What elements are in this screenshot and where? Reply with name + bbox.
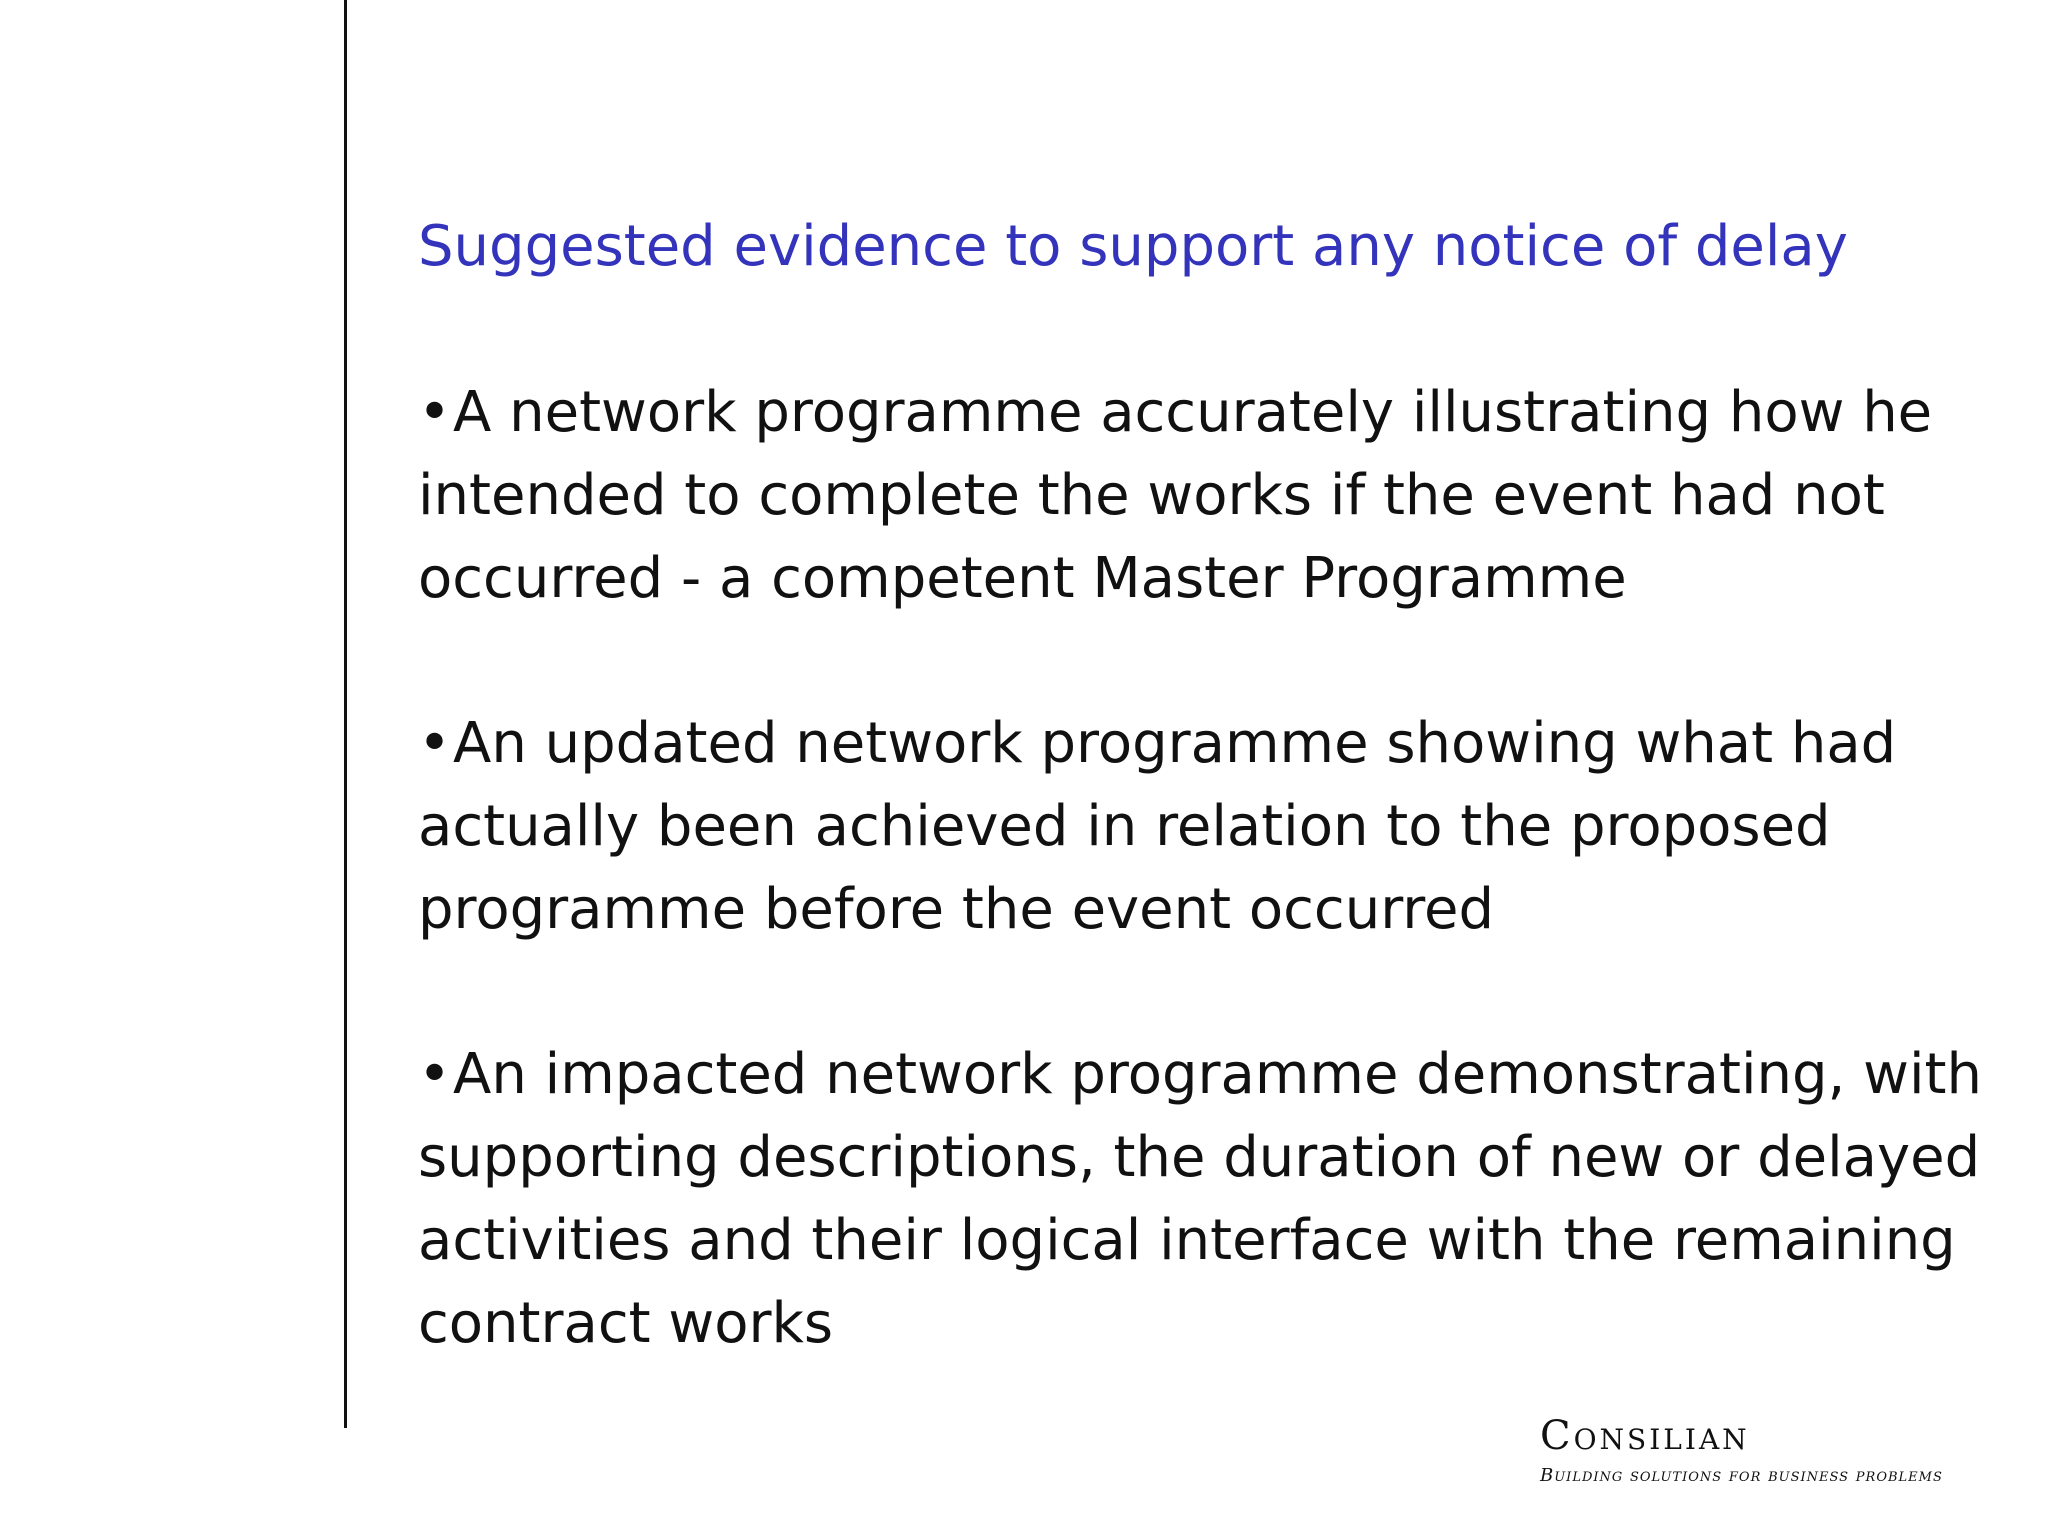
company-branding — [1540, 1408, 1980, 1488]
bullet-marker: • — [418, 1042, 452, 1107]
bullet-text: An updated network programme showing what had actually been achieved in relation to the proposed programme before the event occurred — [418, 711, 1897, 942]
slide-title: Suggested evidence to support any notice of delay — [418, 214, 1848, 279]
bullet-marker: • — [418, 380, 452, 445]
slide-content — [418, 205, 2008, 1365]
bullet-text: A network programme accurately illustrating how he intended to complete the works if the event had not occurred - a competent Master Programme — [418, 380, 1933, 611]
company-name: Consilian — [1540, 1413, 1750, 1459]
bullet-item — [418, 1033, 2008, 1365]
bullet-list — [418, 371, 2008, 1365]
company-tagline: Building solutions for business problems — [1540, 1465, 1943, 1486]
bullet-marker: • — [418, 711, 452, 776]
bullet-text: An impacted network programme demonstrating, with supporting descriptions, the duration of new or delayed activities and their logical interface with the remaining contract works — [418, 1042, 1982, 1356]
bullet-item — [418, 702, 2008, 951]
bullet-item — [418, 371, 2008, 620]
vertical-divider — [344, 0, 347, 1428]
